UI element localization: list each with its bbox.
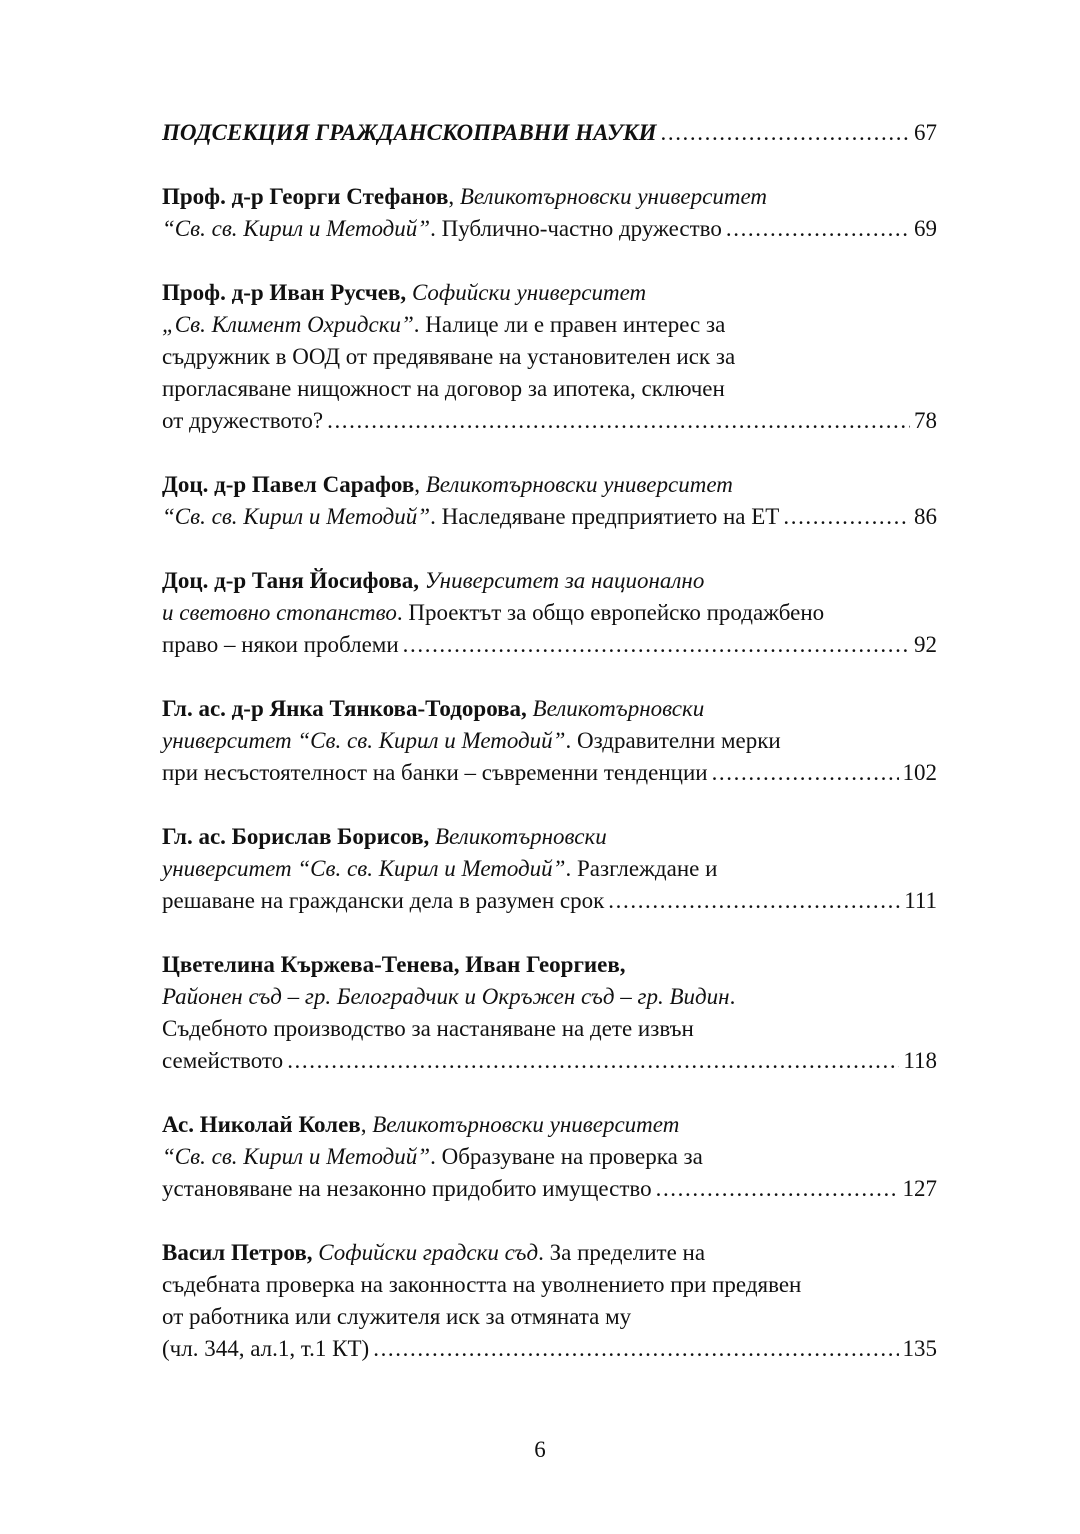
toc-entry <box>162 693 937 789</box>
entry-affiliation: Великотърновски университет <box>372 1112 680 1137</box>
leader-dots <box>287 1045 899 1077</box>
toc-entry: Доц. д-р Павел Сарафов, Великотърновски университет “Св. св. Кирил и Методий”. Наследяване предприятието на ЕТ ..... 86 <box>162 469 937 533</box>
toc-entry <box>162 949 937 1077</box>
entry-title: . Образуване на проверка за <box>430 1144 703 1169</box>
entry-title: . За пределите на <box>538 1240 706 1265</box>
entry-affiliation: Великотърновски <box>429 824 607 849</box>
entry-title: решаване на граждански дела в разумен срок <box>162 888 605 913</box>
entry-title: при несъстоятелност на банки – съвременни тенденции <box>162 760 708 785</box>
leader-dots <box>712 757 899 789</box>
entry-affiliation: Великотърновски <box>526 696 705 721</box>
leader-dots <box>656 1173 899 1205</box>
toc-entry <box>162 565 937 661</box>
entry-affiliation: “Св. св. Кирил и Методий” <box>162 216 431 241</box>
entry-author: Гл. ас. Борислав Борисов, <box>162 824 430 849</box>
leader-dots <box>726 213 910 245</box>
entry-author: Ас. Николай Колев <box>162 1112 361 1137</box>
entry-author: Доц. д-р Таня Йосифова, <box>162 568 419 593</box>
entry-page: 127 <box>902 1176 937 1201</box>
entry-title: прогласяване нищожност на договор за ипотека, сключен <box>162 376 725 401</box>
toc-entry: Ас. Николай Колев, Великотърновски университет “Св. св. Кирил и Методий”. Образуване на проверка за установяване на незаконно придобито имущество ..... 127 <box>162 1109 937 1205</box>
leader-dots <box>373 1333 898 1365</box>
entry-title: . Наследяване предприятието на ЕТ <box>430 504 780 529</box>
entry-title: съдебната проверка на законността на уволнението при предявен <box>162 1272 802 1297</box>
entry-affiliation: Великотърновски университет <box>425 472 733 497</box>
section-heading <box>162 117 937 149</box>
toc-entry <box>162 821 937 917</box>
entry-author: Васил Петров, <box>162 1240 313 1265</box>
entry-affiliation: университет “Св. св. Кирил и Методий” <box>162 856 566 881</box>
leader-dots <box>608 885 900 917</box>
leader-dots <box>783 501 910 533</box>
entry-author: Цветелина Кържева-Тенева, Иван Георгиев, <box>162 952 626 977</box>
entry-page: 86 <box>914 504 937 529</box>
section-title: ПОДСЕКЦИЯ ГРАЖДАНСКОПРАВНИ НАУКИ <box>162 120 657 145</box>
page-number: 6 <box>534 1437 546 1462</box>
table-of-contents <box>162 117 937 1365</box>
entry-title: . Разглеждане и <box>565 856 718 881</box>
entry-author: Гл. ас. д-р Янка Тянкова-Тодорова, <box>162 696 527 721</box>
entry-title: съдружник в ООД от предявяване на установителен иск за <box>162 344 736 369</box>
entry-page: 102 <box>902 760 937 785</box>
toc-entry <box>162 1237 937 1365</box>
entry-title: право – някои проблеми <box>162 632 399 657</box>
entry-page: 69 <box>914 216 937 241</box>
entry-author: Доц. д-р Павел Сарафов <box>162 472 415 497</box>
entry-page: 118 <box>903 1048 937 1073</box>
entry-page: 135 <box>902 1336 937 1361</box>
entry-affiliation: Софийски университет <box>406 280 647 305</box>
toc-entry <box>162 277 937 437</box>
entry-page: 78 <box>914 408 937 433</box>
entry-affiliation: университет “Св. св. Кирил и Методий” <box>162 728 566 753</box>
entry-affiliation: „Св. Климент Охридски” <box>162 312 414 337</box>
entry-affiliation: Районен съд – гр. Белоградчик и Окръжен съд – гр. Видин <box>162 984 730 1009</box>
entry-title: от дружеството? <box>162 408 324 433</box>
entry-title: от работника или служителя иск за отмяната му <box>162 1304 632 1329</box>
entry-title: (чл. 344, ал.1, т.1 КТ) <box>162 1336 370 1361</box>
entry-author: Проф. д-р Георги Стефанов <box>162 184 449 209</box>
leader-dots <box>661 117 911 149</box>
entry-title: . <box>729 984 736 1009</box>
entry-title: . Проектът за общо европейско продажбено <box>396 600 825 625</box>
entry-affiliation: Софийски градски съд <box>312 1240 539 1265</box>
entry-title: Съдебното производство за настаняване на дете извън <box>162 1016 694 1041</box>
entry-affiliation: “Св. св. Кирил и Методий” <box>162 1144 431 1169</box>
entry-page: 92 <box>914 632 937 657</box>
entry-title: . Оздравителни мерки <box>565 728 781 753</box>
leader-dots <box>403 629 910 661</box>
entry-title: семейството <box>162 1048 284 1073</box>
entry-title: . Публично-частно дружество <box>430 216 722 241</box>
entry-title: . Налице ли е правен интерес за <box>413 312 726 337</box>
entry-author: Проф. д-р Иван Русчев, <box>162 280 407 305</box>
entry-affiliation: “Св. св. Кирил и Методий” <box>162 504 431 529</box>
section-page: 67 <box>914 120 937 145</box>
entry-page: 111 <box>904 888 937 913</box>
toc-entry: Проф. д-р Георги Стефанов, Великотърновски университет “Св. св. Кирил и Методий”. Публично-частно дружество ..... 69 <box>162 181 937 245</box>
entry-title: установяване на незаконно придобито имущество <box>162 1176 652 1201</box>
entry-affiliation: и световно стопанство <box>162 600 397 625</box>
entry-affiliation: Университет за национално <box>419 568 705 593</box>
entry-affiliation: Великотърновски университет <box>459 184 767 209</box>
leader-dots <box>327 405 910 437</box>
